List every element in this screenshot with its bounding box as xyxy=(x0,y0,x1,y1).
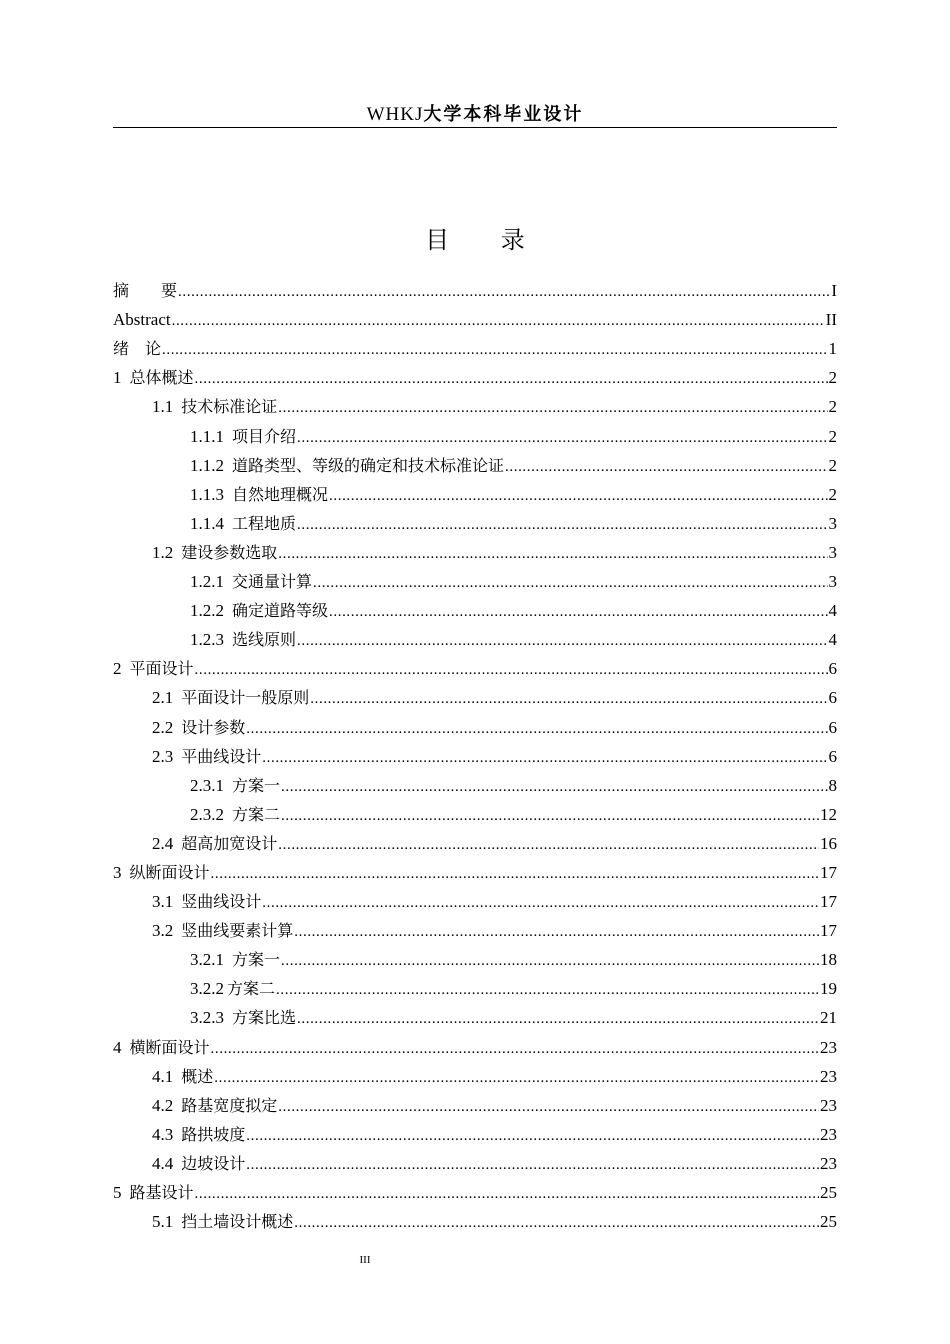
toc-entry-number: 2.2 xyxy=(152,717,174,737)
toc-dot-leader xyxy=(195,1178,819,1207)
page-number: III xyxy=(359,1254,371,1266)
toc-entry-number: 3.2.1 xyxy=(190,950,224,970)
toc-entry-title: 竖曲线设计 xyxy=(181,892,262,912)
toc-dot-leader xyxy=(329,480,827,509)
toc-entry[interactable] xyxy=(113,887,837,916)
toc-entry[interactable] xyxy=(113,1149,837,1178)
toc-entry-number: 3.2 xyxy=(152,921,174,941)
toc-entry-page: 2 xyxy=(828,426,837,446)
toc-entry-page: 23 xyxy=(820,1153,837,1173)
toc-entry-page: 23 xyxy=(820,1066,837,1086)
toc-entry-number: 3.1 xyxy=(152,892,174,912)
toc-title: 目 录 xyxy=(425,226,547,254)
toc-entry-title: 道路类型、等级的确定和技术标准论证 xyxy=(232,455,505,475)
toc-entry-title: 绪 论 xyxy=(113,339,162,359)
toc-entry-title: 挡土墙设计概述 xyxy=(181,1212,294,1232)
toc-entry-number: 1.1.1 xyxy=(190,426,224,446)
toc-entry-title: 自然地理概况 xyxy=(232,484,329,504)
toc-dot-leader xyxy=(294,1207,819,1236)
toc-entry-title: 交通量计算 xyxy=(232,572,313,592)
toc-entry-number: 5.1 xyxy=(152,1212,174,1232)
toc-dot-leader xyxy=(262,887,819,916)
toc-entry-number: 1.1.3 xyxy=(190,484,224,504)
toc-dot-leader xyxy=(505,451,827,480)
toc-entry-title: 竖曲线要素计算 xyxy=(181,921,294,941)
header-rule xyxy=(113,127,837,128)
toc-dot-leader xyxy=(246,1149,819,1178)
toc-dot-leader xyxy=(195,654,828,683)
toc-entry[interactable] xyxy=(113,334,837,363)
toc-entry-page: 1 xyxy=(828,339,837,359)
toc-dot-leader xyxy=(178,276,830,305)
toc-dot-leader xyxy=(211,858,819,887)
toc-entry-page: 6 xyxy=(828,717,837,737)
toc-entry-title: 总体概述 xyxy=(129,368,194,388)
toc-entry-page: 25 xyxy=(820,1183,837,1202)
toc-entry-page: 23 xyxy=(820,1124,837,1144)
toc-entry[interactable] xyxy=(113,625,837,654)
toc-entry[interactable] xyxy=(113,654,837,683)
table-of-contents xyxy=(113,276,837,1236)
page-header xyxy=(113,100,837,126)
toc-dot-leader xyxy=(281,800,819,829)
toc-entry-number: 2.4 xyxy=(152,833,174,853)
toc-entry-title: 平面设计一般原则 xyxy=(181,688,310,708)
toc-entry-page: 3 xyxy=(828,572,837,592)
toc-entry[interactable] xyxy=(113,858,837,887)
toc-dot-leader xyxy=(329,596,827,625)
toc-entry-page: 18 xyxy=(820,950,837,970)
toc-dot-leader xyxy=(281,945,819,974)
toc-entry-page: 19 xyxy=(820,979,837,999)
toc-entry-page: 25 xyxy=(820,1212,837,1232)
toc-entry[interactable] xyxy=(113,916,837,945)
toc-entry-title: 摘 要 xyxy=(113,281,178,301)
toc-entry-number: 3.2.2 xyxy=(190,979,224,999)
toc-entry-page: 6 xyxy=(828,746,837,766)
header-prefix: WHKJ xyxy=(366,104,424,125)
toc-entry[interactable] xyxy=(113,421,837,450)
toc-dot-leader xyxy=(214,1062,819,1091)
toc-entry[interactable] xyxy=(113,945,837,974)
toc-entry-title: 横断面设计 xyxy=(129,1037,210,1057)
toc-dot-leader xyxy=(195,363,828,392)
toc-entry-number: 3.2.3 xyxy=(190,1008,224,1028)
header-title: 大学本科毕业设计 xyxy=(423,104,584,125)
toc-entry-page: 21 xyxy=(820,1008,837,1028)
toc-entry-number: 4.2 xyxy=(152,1095,174,1115)
toc-entry-page: 2 xyxy=(828,484,837,504)
toc-entry-number: 1.2.2 xyxy=(190,601,224,621)
toc-entry-number: 5 xyxy=(113,1183,122,1202)
toc-entry-number: 1.1.2 xyxy=(190,455,224,475)
toc-entry-number: 1.2.3 xyxy=(190,630,224,650)
toc-entry-page: 3 xyxy=(828,513,837,533)
toc-entry-title: 技术标准论证 xyxy=(181,397,278,417)
toc-entry[interactable] xyxy=(113,305,837,334)
toc-entry[interactable] xyxy=(113,392,837,421)
toc-entry[interactable] xyxy=(113,771,837,800)
toc-entry-title: 方案二 xyxy=(232,804,281,824)
toc-entry[interactable] xyxy=(113,800,837,829)
toc-entry[interactable] xyxy=(113,1003,837,1032)
toc-dot-leader xyxy=(276,974,819,1003)
toc-dot-leader xyxy=(278,392,827,421)
toc-entry[interactable] xyxy=(113,1032,837,1061)
toc-entry-page: 17 xyxy=(820,921,837,941)
toc-dot-leader xyxy=(246,713,827,742)
toc-entry-title: 平曲线设计 xyxy=(181,746,262,766)
toc-entry-title: 纵断面设计 xyxy=(129,862,210,882)
toc-entry[interactable] xyxy=(113,509,837,538)
toc-dot-leader xyxy=(211,1033,819,1062)
toc-entry-title: 方案一 xyxy=(232,775,281,795)
toc-dot-leader xyxy=(313,567,827,596)
toc-dot-leader xyxy=(278,829,819,858)
toc-entry-number: 2.3.2 xyxy=(190,804,224,824)
toc-entry-title: 路基宽度拟定 xyxy=(181,1095,278,1115)
toc-entry-title: 超高加宽设计 xyxy=(181,833,278,853)
toc-entry-number: 1.2 xyxy=(152,542,174,562)
toc-entry[interactable] xyxy=(113,480,837,509)
toc-dot-leader xyxy=(278,538,827,567)
toc-dot-leader xyxy=(294,916,819,945)
toc-entry-title: 确定道路等级 xyxy=(232,601,329,621)
toc-entry-number: 2 xyxy=(113,659,122,679)
toc-entry-title: 平面设计 xyxy=(129,659,194,679)
toc-entry-title: 方案比选 xyxy=(232,1008,297,1028)
toc-entry-number: 2.3 xyxy=(152,746,174,766)
toc-dot-leader xyxy=(310,683,827,712)
toc-entry-page: 3 xyxy=(828,542,837,562)
toc-entry-title: 路基设计 xyxy=(129,1183,194,1202)
toc-entry-page: 2 xyxy=(828,368,837,388)
toc-entry-title: 概述 xyxy=(181,1066,214,1086)
toc-dot-leader xyxy=(297,422,827,451)
toc-dot-leader xyxy=(162,334,827,363)
toc-entry-number: 4.4 xyxy=(152,1153,174,1173)
toc-entry-page: 17 xyxy=(820,862,837,882)
toc-entry[interactable] xyxy=(113,1062,837,1091)
toc-dot-leader xyxy=(262,742,827,771)
toc-entry[interactable] xyxy=(113,567,837,596)
toc-entry-page: 6 xyxy=(828,659,837,679)
toc-entry-title: 选线原则 xyxy=(232,630,297,650)
toc-entry[interactable] xyxy=(113,451,837,480)
toc-entry-page: II xyxy=(825,310,837,330)
toc-entry-number: 1 xyxy=(113,368,122,388)
toc-entry[interactable] xyxy=(113,742,837,771)
toc-entry-title: 设计参数 xyxy=(181,717,246,737)
toc-entry-number: 4.3 xyxy=(152,1124,174,1144)
toc-entry-title: 路拱坡度 xyxy=(181,1124,246,1144)
toc-entry-number: 1.2.1 xyxy=(190,572,224,592)
toc-entry-number: 2.3.1 xyxy=(190,775,224,795)
toc-entry-page: 4 xyxy=(828,630,837,650)
toc-entry-page: 8 xyxy=(828,775,837,795)
toc-entry[interactable] xyxy=(113,538,837,567)
toc-entry-title: 边坡设计 xyxy=(181,1153,246,1173)
toc-entry[interactable] xyxy=(113,1120,837,1149)
toc-entry-title: 方案二 xyxy=(227,979,276,999)
toc-entry-page: 16 xyxy=(820,833,837,853)
toc-entry-number: 4.1 xyxy=(152,1066,174,1086)
toc-entry[interactable] xyxy=(113,1207,837,1236)
toc-entry-page: 6 xyxy=(828,688,837,708)
toc-entry-title: 项目介绍 xyxy=(232,426,297,446)
toc-entry-number: 4 xyxy=(113,1037,122,1057)
toc-entry-page: 12 xyxy=(820,804,837,824)
toc-entry-page: I xyxy=(831,281,837,301)
toc-entry[interactable] xyxy=(113,683,837,712)
toc-dot-leader xyxy=(281,771,827,800)
toc-entry[interactable] xyxy=(113,712,837,741)
toc-dot-leader xyxy=(172,305,825,334)
toc-entry-page: 2 xyxy=(828,397,837,417)
toc-entry-title: 工程地质 xyxy=(232,513,297,533)
toc-entry-page: 23 xyxy=(820,1037,837,1057)
toc-entry[interactable] xyxy=(113,974,837,1003)
toc-dot-leader xyxy=(278,1091,819,1120)
toc-entry-page: 17 xyxy=(820,892,837,912)
toc-dot-leader xyxy=(297,509,827,538)
toc-entry[interactable] xyxy=(113,1178,837,1207)
toc-dot-leader xyxy=(297,625,827,654)
toc-entry[interactable] xyxy=(113,829,837,858)
toc-dot-leader xyxy=(297,1003,819,1032)
toc-entry-number: 3 xyxy=(113,862,122,882)
toc-entry-title: 建设参数选取 xyxy=(181,542,278,562)
toc-entry-page: 4 xyxy=(828,601,837,621)
toc-entry-number: 2.1 xyxy=(152,688,174,708)
toc-entry-title: Abstract xyxy=(113,310,171,330)
toc-entry-page: 23 xyxy=(820,1095,837,1115)
toc-entry-page: 2 xyxy=(828,455,837,475)
toc-entry[interactable] xyxy=(113,276,837,305)
toc-dot-leader xyxy=(246,1120,819,1149)
toc-entry[interactable] xyxy=(113,596,837,625)
toc-entry[interactable] xyxy=(113,1091,837,1120)
toc-entry-number: 1.1 xyxy=(152,397,174,417)
toc-entry[interactable] xyxy=(113,363,837,392)
toc-entry-number: 1.1.4 xyxy=(190,513,224,533)
toc-entry-title: 方案一 xyxy=(232,950,281,970)
